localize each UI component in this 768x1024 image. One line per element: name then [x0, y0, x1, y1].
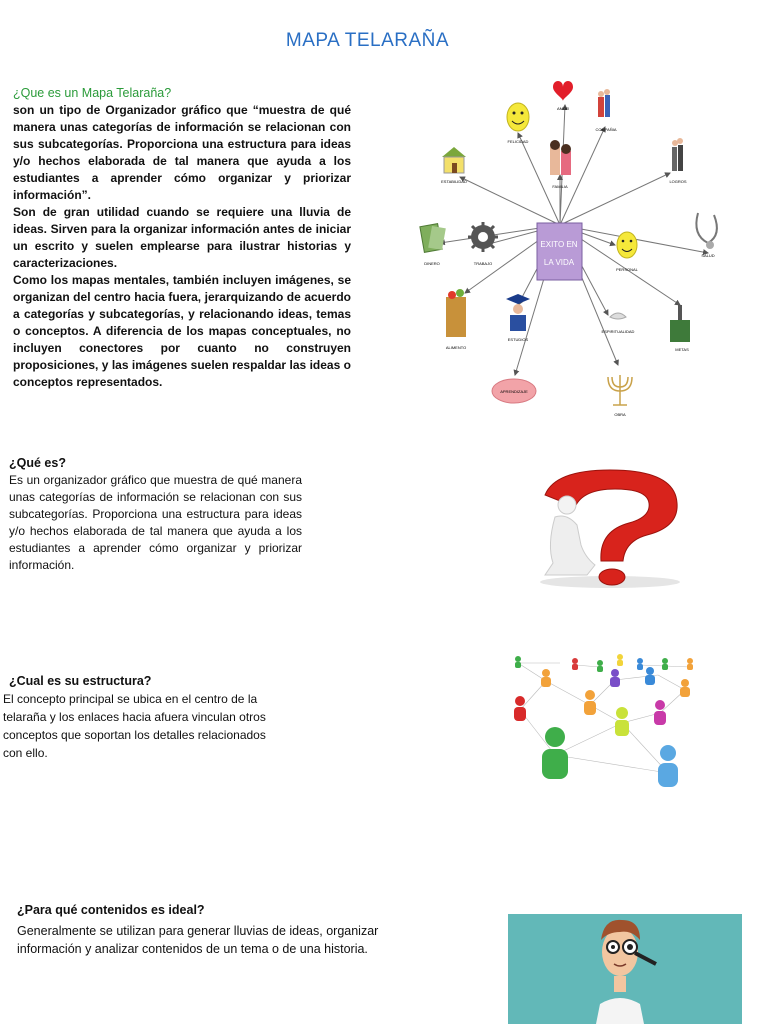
node-label-personal: PERSONAL [616, 267, 638, 272]
food-bag-icon [446, 297, 466, 337]
section1-paragraph-1: son un tipo de Organizador gráfico que “muestra de qué manera unas categorías de información se relacionan con sus subcategorías. Proporciona una estructura para ideas y/o hechos elaborada de tal manera que ayuda a los estudiantes a aprender cómo organizar y priorizar información”. [13, 103, 351, 202]
page-title: MAPA TELARAÑA [285, 30, 450, 51]
node-label-felicidad: FELICIDAD [507, 139, 529, 144]
achievement-icon [672, 147, 677, 171]
figure-head [558, 496, 576, 514]
personal-smiley-icon [617, 232, 637, 258]
section1-paragraph-2: Son de gran utilidad cuando se requiere una lluvia de ideas. Sirven para la organizar información antes de iniciar un escrito y suelen emplearse para ilustrar historias y caracterizaciones. [13, 205, 351, 270]
question-mark-figure [525, 465, 695, 590]
goal-icon [670, 320, 690, 342]
house-icon [442, 147, 466, 157]
node-label-salud: SALUD [701, 253, 715, 258]
stethoscope-icon [696, 213, 717, 243]
section2-paragraph: Es un organizador gráfico que muestra de qué manera unas categorías de información se relacionan con sus subcategorías. Proporciona una estructura para ideas y/o hechos elaborada de tal manera que ayuda a los estudiantes a aprender cómo organizar y priorizar información. [9, 473, 302, 572]
section4-heading: ¿Para qué contenidos es ideal? [17, 903, 205, 917]
center-concept-box [537, 223, 582, 280]
node-label-logros: LOGROS [669, 179, 687, 184]
node-label-aprendizaje: APRENDIZAJE [500, 389, 528, 394]
menorah-icon [608, 375, 632, 405]
dove-icon [610, 313, 626, 319]
people-icons [514, 654, 693, 787]
graduate-icon [506, 294, 530, 304]
heart-icon [553, 81, 573, 101]
section3-paragraph: El concepto principal se ubica en el centro de la telaraña y los enlaces hacia afuera vinculan otros conceptos que soportan los detalles relacionados con ello. [3, 692, 266, 760]
people-network-figure [500, 645, 705, 805]
section3-heading: ¿Cual es su estructura? [9, 674, 152, 688]
section1-paragraph-3: Como los mapas mentales, también incluyen imágenes, se organizan del centro hacia fuera, jerarquizando de acuerdo a categorías y subcategorías, y relacionando ideas, temas o conceptos. A diferencia de los mapas conceptuales, no incluyen conectores por cuanto no construyen proposiciones, y las imágenes suelen respaldar las ideas o conceptos representados. [13, 273, 351, 389]
node-label-metas: METAS [675, 347, 689, 352]
node-label-alimento: ALIMENTO [445, 345, 467, 350]
section2-heading: ¿Qué es? [9, 456, 66, 470]
smiley-icon [507, 103, 529, 131]
family-icon [550, 147, 560, 175]
magnifier-character-figure [508, 914, 742, 1024]
node-label-familia: FAMILIA [552, 184, 568, 189]
thinking-person-icon [545, 516, 595, 575]
center-label-line1: EXITO EN [540, 240, 578, 249]
section1-heading: ¿Que es un Mapa Telaraña? [13, 86, 172, 100]
node-label-espiritualidad: ESPIRITUALIDAD [601, 329, 635, 334]
center-label-line2: LA VIDA [543, 258, 575, 267]
node-label-estudios: ESTUDIOS [507, 337, 529, 342]
node-label-estabilidad: ESTABILIDAD [441, 179, 467, 184]
section1-body [13, 102, 351, 391]
node-label-obra: OBRA [614, 412, 626, 417]
couple-icon [598, 97, 604, 117]
node-label-trabajo: TRABAJO [473, 261, 493, 266]
node-label-dinero: DINERO [424, 261, 440, 266]
node-label-amor: AMOR [557, 106, 569, 111]
spider-map-figure [410, 65, 740, 420]
node-label-compania: COMPAÑIA [595, 127, 617, 132]
section4-paragraph: Generalmente se utilizan para generar lluvias de ideas, organizar información y analizar contenidos de un tema o de una historia. [17, 924, 379, 956]
